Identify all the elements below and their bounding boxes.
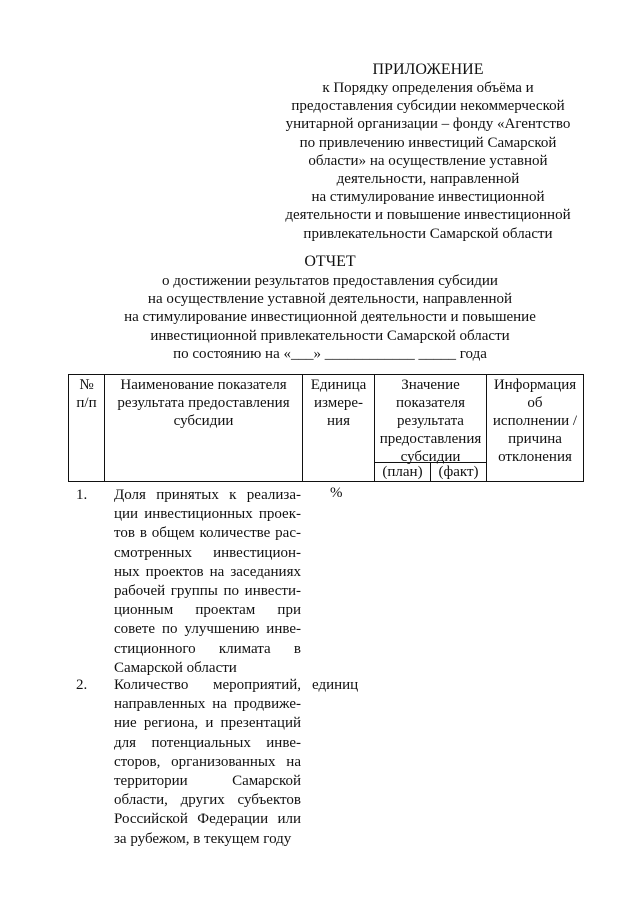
table-border-bottom xyxy=(68,481,584,482)
header-info-line: причина xyxy=(508,431,562,447)
appendix-line: к Порядку определения объёма и xyxy=(322,80,534,96)
row-text-line: ных проектов на заседаниях xyxy=(114,563,301,580)
appendix-line: деятельности и повышение инвестиционной xyxy=(285,207,571,224)
header-unit xyxy=(303,376,374,430)
row-text-line: смотренных инвестицион- xyxy=(114,544,301,561)
header-value-line: субсидии xyxy=(400,449,461,465)
appendix-header xyxy=(262,60,594,243)
header-info xyxy=(487,376,583,466)
header-info-line: Информация xyxy=(493,377,577,393)
header-num-line: № xyxy=(79,377,94,393)
row-text-line: тов в общем количестве рас- xyxy=(114,525,301,542)
header-name-line: Наименование показателя xyxy=(120,377,287,393)
appendix-heading: ПРИЛОЖЕНИЕ xyxy=(372,61,484,78)
appendix-line: по привлечению инвестиций Самарской xyxy=(299,134,557,151)
report-line: на осуществление уставной деятельности, направленной xyxy=(147,291,513,308)
header-info-line: исполнении / xyxy=(492,413,578,429)
table-border-top xyxy=(68,374,584,375)
header-name xyxy=(105,376,302,430)
header-value xyxy=(375,376,486,466)
header-name-line: субсидии xyxy=(173,413,234,429)
appendix-line: предоставления субсидии некоммерческой xyxy=(291,98,565,115)
header-value-plan: (план) xyxy=(382,464,423,480)
report-date-line: по состоянию на «___» ____________ _____ года xyxy=(173,345,487,362)
row-indicator-name xyxy=(114,676,301,849)
header-value-fact: (факт) xyxy=(438,464,479,480)
header-info-line: об xyxy=(527,395,543,411)
row-text-line: области, других субъектов xyxy=(114,792,301,809)
header-name-line: результата предоставления xyxy=(117,395,290,411)
row-text-line: для потенциальных инве- xyxy=(114,734,301,751)
appendix-line: деятельности, направленной xyxy=(336,171,520,188)
row-text-line: сторов, организованных на xyxy=(114,753,301,770)
appendix-line: привлекательности Самарской области xyxy=(303,225,553,242)
row-text-line: направленных на продвиже- xyxy=(114,696,301,713)
appendix-line: унитарной организации – фонду «Агентство xyxy=(285,116,571,133)
row-text-line: стиционного климата в xyxy=(114,640,301,657)
header-num-line: п/п xyxy=(76,395,97,411)
report-table-header xyxy=(68,374,584,484)
row-text-line: Самарской области xyxy=(114,659,237,676)
header-value-line: предоставления xyxy=(379,431,482,447)
report-line: о достижении результатов предоставления субсидии xyxy=(162,273,498,289)
row-text-line: совете по улучшению инве- xyxy=(114,621,301,638)
report-heading: ОТЧЕТ xyxy=(304,253,356,270)
row-unit: % xyxy=(330,485,343,501)
header-value-line: Значение xyxy=(401,377,460,393)
row-text-line: рабочей группы по инвести- xyxy=(114,583,301,600)
report-title xyxy=(60,252,600,363)
table-border-right xyxy=(583,374,584,482)
row-text-line: ние региона, и презентаций xyxy=(114,715,301,732)
header-unit-line: ния xyxy=(327,413,350,429)
header-num xyxy=(69,376,104,412)
row-text-line: ционным проектам при xyxy=(114,602,301,619)
row-text-line: за рубежом, в текущем году xyxy=(114,830,292,847)
row-indicator-name xyxy=(114,486,301,678)
report-line: на стимулирование инвестиционной деятельности и повышение xyxy=(124,309,536,326)
row-text-line: Доля принятых к реализа- xyxy=(114,487,301,503)
appendix-line: области» на осуществление уставной xyxy=(308,152,548,169)
appendix-line: на стимулирование инвестиционной xyxy=(311,189,545,206)
header-value-line: показателя xyxy=(395,395,466,411)
header-value-line: результата xyxy=(397,413,464,429)
row-number: 1. xyxy=(76,487,88,503)
row-text-line: Российской Федерации или xyxy=(114,811,301,828)
header-unit-line: Единица xyxy=(310,377,367,393)
report-line: инвестиционной привлекательности Самарской области xyxy=(150,327,510,344)
row-number: 2. xyxy=(76,677,88,693)
row-text-line: Количество мероприятий, xyxy=(114,677,301,693)
header-info-line: отклонения xyxy=(498,449,572,465)
row-text-line: территории Самарской xyxy=(114,773,301,790)
row-text-line: ции инвестиционных проек- xyxy=(114,506,301,523)
row-unit: единиц xyxy=(312,677,359,693)
header-unit-line: измере- xyxy=(313,395,364,411)
